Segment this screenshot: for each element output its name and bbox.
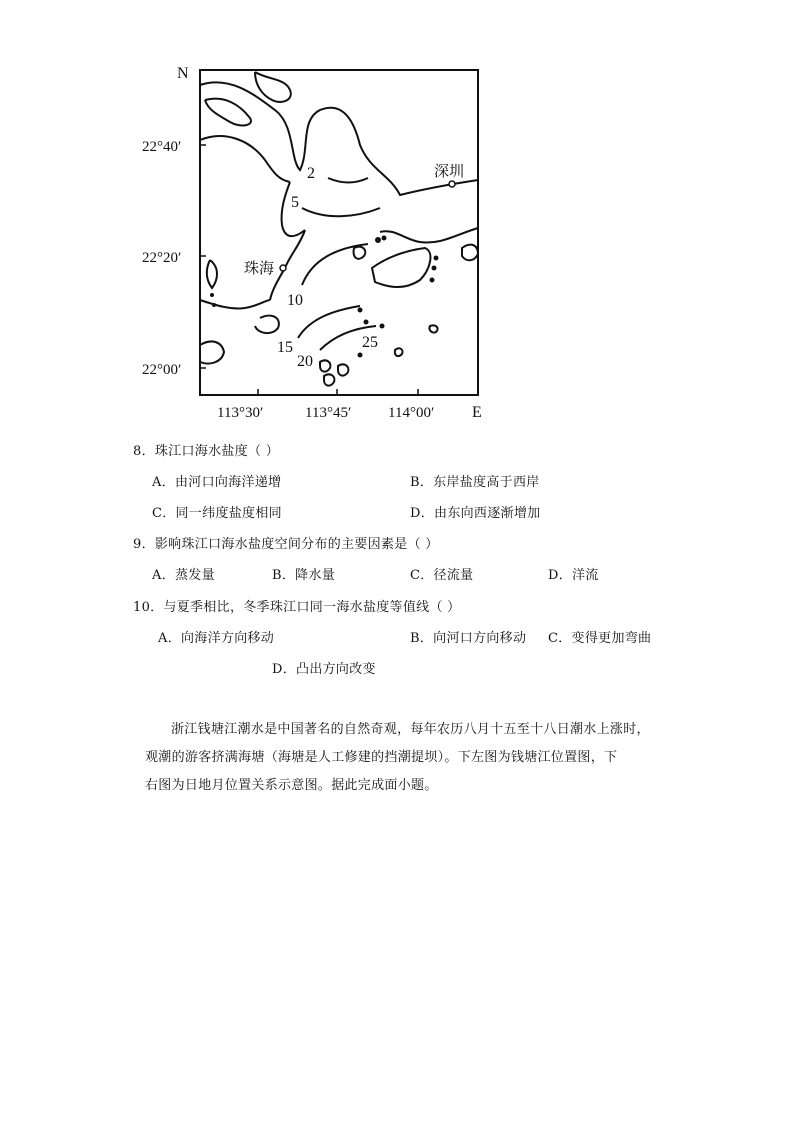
coastlines [200,72,478,386]
q10-option-d[interactable]: D．凸出方向改变 [272,662,376,677]
passage-line-3: 右图为日地月位置关系示意图。据此完成面小题。 [145,778,438,793]
q9-option-d[interactable]: D．洋流 [548,568,599,583]
lon-label-2: 113°45′ [305,405,352,421]
city-zhuhai: 珠海 [244,261,275,277]
lon-label-1: 113°30′ [217,405,264,421]
passage-line-1: 浙江钱塘江潮水是中国著名的自然奇观，每年农历八月十五至十八日潮水上涨时， [171,722,650,737]
q10-option-a[interactable]: A．向海洋方向移动 [158,631,275,646]
isoline-label-10: 10 [287,292,303,309]
isoline-label-15: 15 [277,339,293,356]
isoline-15 [298,306,360,338]
east-label: E [472,404,482,421]
zhuhai-marker [280,265,286,271]
shenzhen-marker [449,181,455,187]
isoline-label-20: 20 [297,353,313,370]
question-9-stem: 9．影响珠江口海水盐度空间分布的主要因素是（ ） [133,537,439,552]
question-8-stem: 8．珠江口海水盐度（ ） [133,444,280,459]
passage-line-2: 观潮的游客挤满海塘（海塘是人工修建的挡潮提坝）。下左图为钱塘江位置图，下 [145,750,618,765]
city-shenzhen: 深圳 [434,164,465,180]
lon-label-3: 114°00′ [388,405,435,421]
q8-option-a[interactable]: A．由河口向海洋递增 [152,475,282,490]
map-frame [200,70,478,395]
salinity-map [130,55,510,430]
q8-option-c[interactable]: C．同一纬度盐度相同 [152,506,282,521]
lat-label-1: 22°40′ [142,139,182,155]
north-label: N [177,65,189,82]
lat-label-3: 22°00′ [142,362,182,378]
isoline-label-25: 25 [362,334,378,351]
q10-option-b[interactable]: B．向河口方向移动 [410,631,527,646]
question-10-stem: 10．与夏季相比，冬季珠江口同一海水盐度等值线（ ） [133,600,461,615]
q9-option-b[interactable]: B．降水量 [272,568,336,583]
q8-option-d[interactable]: D．由东向西逐渐增加 [410,506,541,521]
q10-option-c[interactable]: C．变得更加弯曲 [548,631,652,646]
q8-option-b[interactable]: B．东岸盐度高于西岸 [410,475,540,490]
q9-option-c[interactable]: C．径流量 [410,568,474,583]
lat-label-2: 22°20′ [142,250,182,266]
island-dots [210,236,439,358]
q9-option-a[interactable]: A．蒸发量 [152,568,215,583]
isolines [298,178,380,350]
isoline-2 [328,178,368,183]
isoline-10 [302,244,368,285]
isoline-5 [302,208,380,216]
isoline-label-5: 5 [291,194,299,211]
passage [145,716,665,800]
isoline-label-2: 2 [307,165,315,182]
